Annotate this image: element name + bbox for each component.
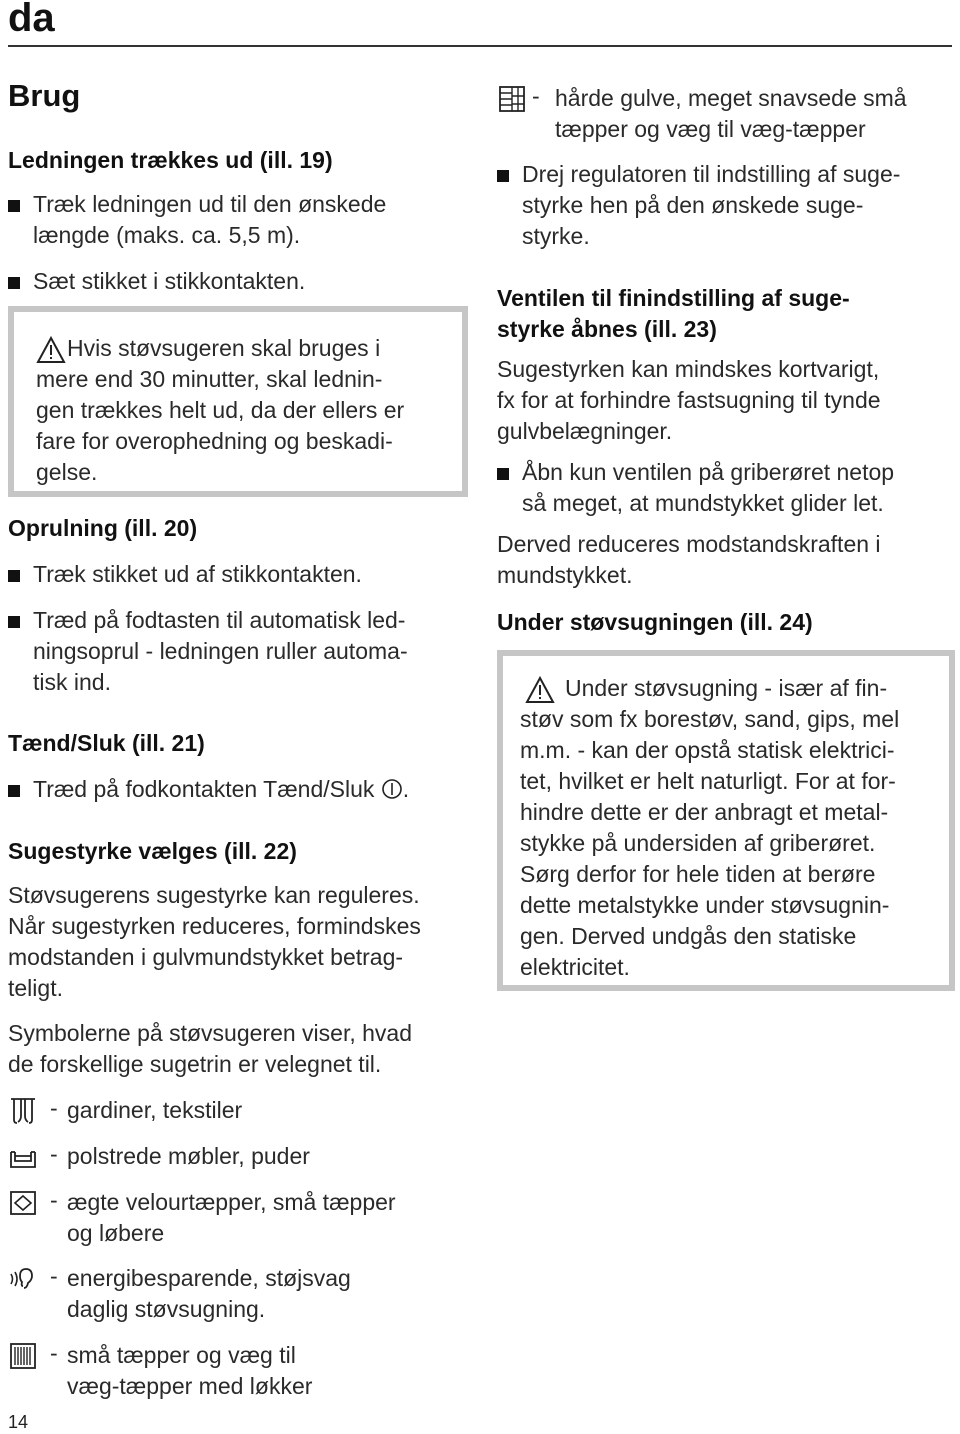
warning-line: hindre dette er der anbragt et metal- — [520, 799, 889, 825]
symbol-text: tæpper og væg til væg-tæpper — [555, 116, 866, 142]
text-line: Træd på fodtasten til automatisk led- — [33, 607, 406, 633]
heading-rewind: Oprulning (ill. 20) — [8, 515, 198, 541]
text-line: Sæt stikket i stikkontakten. — [33, 268, 306, 294]
text-line: Åbn kun ventilen på griberøret netop — [522, 459, 895, 485]
symbol-text: energibesparende, støjsvag — [67, 1265, 351, 1291]
warning-line: elektricitet. — [520, 954, 630, 980]
warning-line: gelse. — [36, 459, 98, 485]
symbol-text: daglig støvsugning. — [67, 1296, 266, 1322]
text-fragment: . — [402, 776, 410, 802]
text-fragment: Træd på fodkontakten Tænd/Sluk — [33, 776, 375, 802]
text-line: styrke. — [522, 223, 590, 249]
warning-line: Sørg derfor for hele tiden at berøre — [520, 861, 876, 887]
language-tag: da — [8, 0, 55, 40]
section-title: Brug — [8, 78, 81, 113]
bullet-icon — [497, 170, 509, 182]
warning-triangle-icon — [525, 676, 555, 704]
warning-line: dette metalstykke under støvsugnin- — [520, 892, 890, 918]
warning-line: Under støvsugning - især af fin- — [565, 675, 888, 701]
text-line: Derved reduceres modstandskraften i — [497, 531, 881, 557]
symbol-text: hårde gulve, meget snavsede små — [555, 85, 907, 111]
text-line: de forskellige sugetrin er velegnet til. — [8, 1051, 382, 1077]
warning-line: stykke på undersiden af griberøret. — [520, 830, 876, 856]
text-line: længde (maks. ca. 5,5 m). — [33, 222, 301, 248]
bullet-icon — [8, 785, 20, 797]
text-line: Drej regulatoren til indstilling af suge- — [522, 161, 901, 187]
page-number: 14 — [8, 1412, 29, 1432]
text-line: ningsoprul - ledningen ruller automa- — [33, 638, 408, 664]
rug-icon — [8, 1188, 38, 1218]
warning-line: gen. Derved undgås den statiske — [520, 923, 857, 949]
warning-triangle-icon — [36, 336, 66, 364]
warning-line: fare for overophedning og beskadi- — [36, 428, 393, 454]
text-line: gulvbelægninger. — [497, 418, 673, 444]
bullet-icon — [8, 570, 20, 582]
warning-box — [497, 650, 955, 991]
curtain-icon — [8, 1096, 38, 1126]
heading-on-off: Tænd/Sluk (ill. 21) — [8, 730, 205, 756]
warning-line: mere end 30 minutter, skal lednin- — [36, 366, 383, 392]
text-line: Når sugestyrken reduceres, formindskes — [8, 913, 421, 939]
warning-box — [8, 306, 468, 497]
text-line: Støvsugerens sugestyrke kan reguleres. — [8, 882, 420, 908]
text-line — [33, 774, 409, 805]
warning-line: tet, hvilket er helt naturligt. For at for- — [520, 768, 896, 794]
bullet-icon — [8, 200, 20, 212]
heading-suction: Sugestyrke vælges (ill. 22) — [8, 838, 297, 864]
text-line: Træk ledningen ud til den ønskede — [33, 191, 387, 217]
text-line: modstanden i gulvmundstykket betrag- — [8, 944, 404, 970]
text-line: teligt. — [8, 975, 63, 1001]
heading-valve-cont: styrke åbnes (ill. 23) — [497, 316, 717, 342]
warning-line: gen trækkes helt ud, da der ellers er — [36, 397, 405, 423]
text-line: styrke hen på den ønskede suge- — [522, 192, 864, 218]
bullet-icon — [8, 277, 20, 289]
fringe-rug-icon — [8, 1341, 38, 1371]
text-line: tisk ind. — [33, 669, 111, 695]
warning-line: støv som fx borestøv, sand, gips, mel — [520, 706, 900, 732]
symbol-dash: - — [50, 1095, 58, 1121]
symbol-text: ægte velourtæpper, små tæpper — [67, 1189, 396, 1215]
text-line: fx for at forhindre fastsugning til tynde — [497, 387, 881, 413]
symbol-text: væg-tæpper med løkker — [67, 1373, 313, 1399]
symbol-text: små tæpper og væg til — [67, 1342, 296, 1368]
heading-cord-out: Ledningen trækkes ud (ill. 19) — [8, 147, 333, 173]
symbol-dash: - — [50, 1340, 58, 1366]
power-icon — [381, 778, 403, 800]
symbol-text: gardiner, tekstiler — [67, 1097, 243, 1123]
warning-line: m.m. - kan der opstå statisk elektrici- — [520, 737, 895, 763]
quiet-icon — [8, 1264, 38, 1294]
symbol-dash: - — [50, 1263, 58, 1289]
symbol-text: polstrede møbler, puder — [67, 1143, 310, 1169]
symbol-dash: - — [50, 1187, 58, 1213]
bullet-icon — [8, 616, 20, 628]
header-rule — [8, 45, 952, 47]
heading-valve: Ventilen til finindstilling af suge- — [497, 285, 850, 311]
text-line: Sugestyrken kan mindskes kortvarigt, — [497, 356, 880, 382]
bullet-icon — [497, 468, 509, 480]
text-line: så meget, at mundstykket glider let. — [522, 490, 884, 516]
hard-floor-icon — [497, 84, 527, 114]
heading-during: Under støvsugningen (ill. 24) — [497, 609, 813, 635]
symbol-text: og løbere — [67, 1220, 165, 1246]
sofa-icon — [8, 1142, 38, 1172]
warning-line: Hvis støvsugeren skal bruges i — [67, 335, 381, 361]
text-line: Træk stikket ud af stikkontakten. — [33, 561, 362, 587]
symbol-dash: - — [50, 1141, 58, 1167]
text-line: mundstykket. — [497, 562, 633, 588]
text-line: Symbolerne på støvsugeren viser, hvad — [8, 1020, 412, 1046]
symbol-dash: - — [532, 83, 540, 109]
